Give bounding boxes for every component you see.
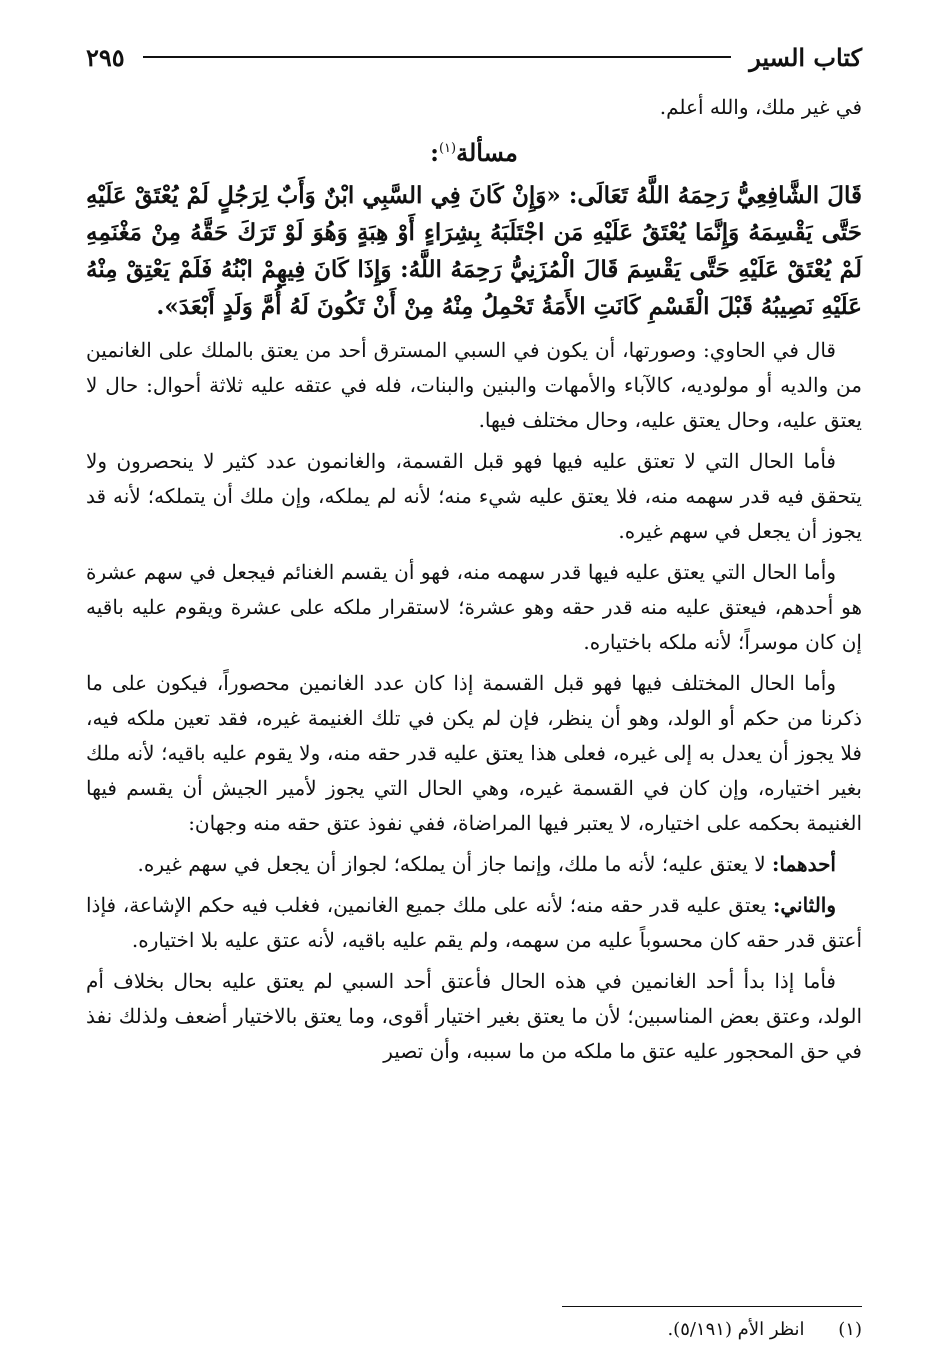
paragraph-text: لا يعتق عليه؛ لأنه ما ملك، وإنما جاز أن يملكه؛ لجواز أن يجعل في سهم غيره.: [137, 852, 766, 876]
paragraph-text: فأما الحال التي لا تعتق عليه فيها فهو قبل القسمة، والغانمون عدد كثير لا ينحصرون ولا يتحقق فيه قدر سهمه منه، فلا يعتق عليه شيء منه؛ لأنه لم يملكه، وإن ملك أن يتملكه؛ لأنه قد يجوز أن يجعل في سهم غيره.: [86, 449, 862, 543]
heading-label: مسألة: [456, 138, 518, 167]
paragraph: [86, 333, 862, 438]
page-number: ٢٩٥: [86, 42, 125, 72]
footnote-text: انظر الأم (٥/١٩١).: [667, 1319, 805, 1340]
shafii-quote: قَالَ الشَّافِعِيُّ رَحِمَهُ اللَّهُ تَعَالَى: «وَإِنْ كَانَ فِي السَّبِي ابْنٌ وَأَبٌ لِرَجُلٍ لَمْ يُعْتَقْ عَلَيْهِ حَتَّى يَقْسِمَهُ وَإِنَّمَا يُعْتَقُ عَلَيْهِ مَن اجْتَلَبَهُ بِشِرَاءٍ أَوْ هِبَةٍ وَهُوَ لَوْ تَرَكَ حَقَّهُ مِنْ مَغْنَمِهِ لَمْ يُعْتَقْ عَلَيْهِ حَتَّى يَقْسِمَ قَالَ الْمُزَنِيُّ رَحِمَهُ اللَّهُ: وَإِذَا كَانَ فِيهِمْ ابْنُهُ فَلَمْ يَعْتِقْ مِنْهُ عَلَيْهِ نَصِيبُهُ قَبْلَ الْقَسْمِ كَانَتِ الأَمَةُ تَحْمِلُ مِنْهُ مِنْ أَنْ تَكُونَ لَهُ أُمَّ وَلَدٍ أَبْعَدَ».: [86, 182, 862, 320]
paragraph-first-opinion: [86, 847, 862, 882]
paragraph-text: فأما إذا بدأ أحد الغانمين في هذه الحال فأعتق أحد السبي لم يعتق عليه بحال بخلاف أم الولد، وعتق بعض المناسبين؛ لأن ما يعتق بغير اختيار أقوى، وما يعتق بالاختيار أضعف ولذلك نفذ في حق المحجور عليه عتق ما ملكه من ما سببه، وأن تصير: [86, 969, 863, 1063]
page-header: [86, 34, 862, 80]
paragraph: [86, 555, 862, 660]
footnote-separator: [562, 1306, 862, 1307]
book-title: كتاب السير: [749, 42, 862, 72]
paragraph: [86, 666, 862, 841]
paragraph: [86, 964, 862, 1069]
paragraph-text: قال في الحاوي: وصورتها، أن يكون في السبي المسترق أحد من يعتق بالملك على الغانمين من والديه أو مولوديه، كالآباء والأمهات والبنين والبنات، فله في عتقه عليه ثلاثة أحوال: حال لا يعتق عليه، وحال يعتق عليه، وحال مختلف فيها.: [86, 338, 862, 432]
page-body: [86, 90, 862, 1075]
paragraph-second-opinion: [86, 888, 862, 958]
heading-colon: :: [430, 138, 439, 167]
paragraph-text: يعتق عليه قدر حقه منه؛ لأنه على ملك جميع الغانمين، فغلب فيه حكم الإشاعة، فإذا أعتق قدر حقه كان محسوباً عليه من سهمه، ولم يقم عليه باقيه، لأنه عتق عليه بلا اختياره.: [86, 893, 862, 952]
footnote: [86, 1316, 862, 1344]
section-heading: [86, 138, 862, 167]
opening-line: في غير ملك، والله أعلم.: [659, 95, 862, 119]
header-rule: [143, 56, 732, 58]
paragraph-lead: أحدهما:: [771, 852, 836, 876]
heading-footnote-marker: (١): [438, 141, 457, 156]
paragraph-lead: والثاني:: [772, 893, 837, 917]
paragraph-text: وأما الحال المختلف فيها فهو قبل القسمة إذا كان عدد الغانمين محصوراً، فيكون على ما ذكرنا من حكم أو الولد، وهو أن ينظر، فإن لم يكن في تلك الغنيمة غيره، فقد تعين ملكه فيه، فلا يجوز أن يعدل به إلى غيره، فعلى هذا يعتق عليه قدر حقه منه، ولا يقوم عليه باقيه؛ لأنه ملك بغير اختياره، وإن كان في القسمة غيره، وهي الحال التي يجوز لأمير الجيش أن يقسم فيها الغنيمة بحكمه على اختياره، لا يعتبر فيها المراضاة، ففي نفوذ عتق حقه منه وجهان:: [86, 671, 862, 835]
footnote-number: (١): [838, 1319, 862, 1340]
paragraph-text: وأما الحال التي يعتق عليه فيها قدر سهمه منه، فهو أن يقسم الغنائم فيجعل في سهم عشرة هو أحدهم، فيعتق عليه منه قدر حقه وهو عشرة؛ لاستقرار ملكه على عشرة ويقوم عليه باقيه إن كان موسراً؛ لأنه ملكه باختياره.: [86, 560, 862, 654]
paragraph: [86, 444, 862, 549]
